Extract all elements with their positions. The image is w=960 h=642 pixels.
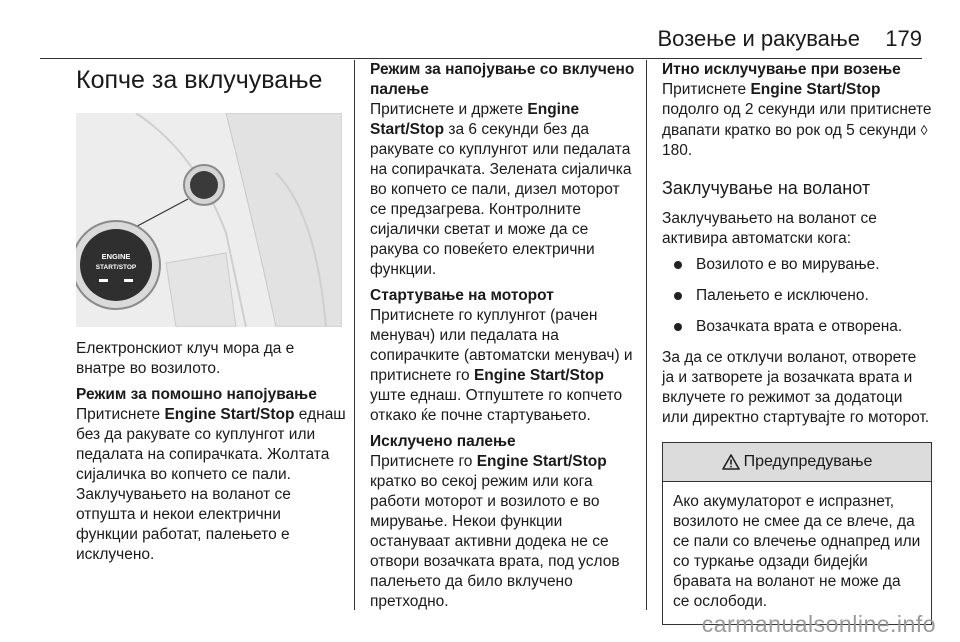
- section-ignition-mode: [370, 60, 638, 280]
- subheading: Итно исклучување при возење: [662, 61, 901, 78]
- warning-box: [662, 442, 932, 625]
- unlock-paragraph: За да се отклучи воланот, отворете ја и затворете ја возачката врата и вклучете го режимот за додатоци или директно стартувајте го моторот.: [662, 349, 930, 426]
- bullet-icon: [674, 292, 682, 300]
- list-item: Палењето е исключено.: [662, 286, 932, 306]
- section-ignition-off: [370, 432, 638, 612]
- steering-lock-heading: Заклучување на воланот: [662, 178, 871, 198]
- watermark: carmanualsonline.info: [701, 611, 936, 637]
- intro-paragraph: Електронскиот клуч мора да е внатре во возилото.: [76, 340, 295, 377]
- condition-list: [662, 255, 932, 337]
- key-label: Engine Start/Stop: [164, 406, 295, 423]
- steering-intro: Заклучувањето на воланот се активира автоматски кога:: [662, 210, 877, 247]
- subheading: Режим за помошно напојување: [76, 386, 317, 403]
- subheading: Исклучено палење: [370, 433, 516, 450]
- text: уште еднаш. Отпуштете го копчето откако ќе почне стартувањето.: [370, 387, 623, 424]
- column-2: [370, 60, 638, 612]
- text: еднаш без да ракувате со куплунгот или педалата на сопирачката. Жолтата сијаличка во копчето се пали. Заклучувањето на воланот се отпушта и некои електрични функции работат, палењето е исклучено.: [76, 406, 346, 563]
- subheading: Режим за напојување со вклучено палење: [370, 61, 635, 98]
- column-divider: [646, 60, 647, 610]
- section-emergency-off: [662, 60, 932, 161]
- text: Притиснете го куплунгот (рачен менувач) или педалата на сопирачките (автоматски менувач) и притиснете го: [370, 307, 633, 384]
- column-divider: [354, 60, 355, 610]
- subheading: Стартување на моторот: [370, 287, 554, 304]
- dashboard-illustration: [76, 113, 342, 327]
- column-3: [662, 60, 932, 625]
- warning-triangle-icon: [722, 454, 740, 470]
- bullet-icon: [674, 261, 682, 269]
- section-accessory-mode: [76, 385, 346, 565]
- page-reference: 180.: [662, 142, 693, 159]
- column-1: [76, 60, 346, 565]
- bullet-icon: [674, 323, 682, 331]
- text: Притиснете го: [370, 453, 477, 470]
- key-label: Engine Start/Stop: [473, 367, 604, 384]
- text: подолго од 2 секунди или притиснете двапати кратко во рок од 5 секунди: [662, 101, 932, 139]
- section-title: Копче за вклучување: [76, 66, 323, 94]
- page-number: 179: [885, 26, 922, 51]
- text: Притиснете: [662, 81, 751, 98]
- warning-text: Ако акумулаторот е испразнет, возилото не смее да се влече, да се пали со влечење однапред или со туркање одзади бидејќи бравата на воланот не може да се ослободи.: [673, 493, 921, 610]
- engine-button-figure: [76, 113, 342, 327]
- list-item: Возилото е во мирување.: [662, 255, 932, 275]
- warning-header: [663, 443, 931, 482]
- chapter-title: Возење и ракување: [657, 26, 860, 51]
- engine-label: ENGINE: [101, 252, 131, 261]
- key-label: Engine Start/Stop: [476, 453, 607, 470]
- start-stop-label: START/STOP: [95, 264, 137, 271]
- text: Притиснете и држете: [370, 101, 528, 118]
- list-item: Возачката врата е отворена.: [662, 317, 932, 337]
- key-label: Engine Start/Stop: [370, 101, 580, 138]
- page-reference-icon: ◊: [920, 122, 928, 138]
- text: Притиснете: [76, 406, 165, 423]
- text: за 6 секунди без да ракувате со куплунгот или педалата на сопирачката. Зелената сијаличка во копчето се пали, дизел моторот се предзагрева. Контролните сијалички светат и може да се ракува со повеќето електрични функции.: [370, 121, 632, 278]
- section-start-engine: [370, 286, 638, 426]
- key-label: Engine Start/Stop: [750, 81, 881, 98]
- warning-title: Предупредување: [743, 453, 873, 470]
- text: кратко во секој режим или кога работи моторот и возилото е во мирување. Некои функции остануваат активни додека не се отвори возачката врата, под услов палењето да било вклучено претходно.: [370, 473, 620, 610]
- page-header: [40, 18, 922, 59]
